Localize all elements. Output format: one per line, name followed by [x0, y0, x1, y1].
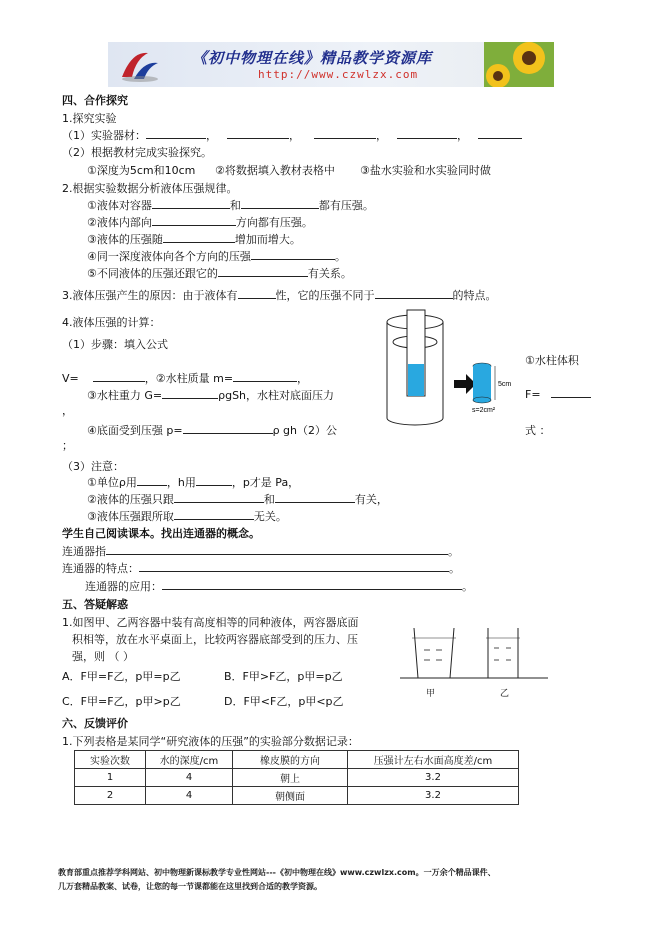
blank[interactable]: [174, 509, 254, 520]
table-cell: 1: [75, 769, 146, 787]
text: 有关，: [354, 493, 388, 506]
text: ρgSh，水柱对底面压力: [218, 389, 335, 402]
question-text: 1.如图甲、乙两容器中装有高度相等的同种液体，两容器底面: [62, 616, 359, 629]
step-3: ③盐水实验和水实验同时做: [360, 164, 491, 177]
text: 连通器指: [62, 545, 106, 558]
text: ρ gh（2）公: [272, 424, 337, 437]
blank[interactable]: [196, 475, 232, 486]
text: 。: [334, 250, 346, 263]
option-d[interactable]: D．F甲<F乙，p甲<p乙: [224, 695, 344, 708]
text: 和: [229, 199, 241, 212]
text: F=: [525, 388, 541, 401]
blank[interactable]: [397, 128, 457, 139]
blank[interactable]: [478, 128, 522, 139]
question-text: 1.下列表格是某同学“研究液体的压强”的实验部分数据记录：: [62, 735, 359, 748]
text: 3.液体压强产生的原因：由于液体有: [62, 289, 238, 302]
blank[interactable]: [375, 288, 453, 299]
text: 的特点。: [452, 289, 497, 302]
column-header: 实验次数: [75, 751, 146, 769]
table-cell: 3.2: [348, 769, 519, 787]
text: ，p才是 Pa，: [231, 476, 300, 489]
text: ；: [62, 439, 73, 452]
text-line: 1.探究实验: [62, 112, 117, 125]
footer-line: 几万套精品教案、试卷，让您的每一节课都能在这里找到合适的教学资源。: [58, 882, 322, 891]
blank[interactable]: [233, 371, 297, 382]
text: 方向都有压强。: [235, 216, 313, 229]
option-a[interactable]: A．F甲=F乙，p甲=p乙: [62, 670, 181, 683]
text: 。: [462, 580, 473, 593]
blank[interactable]: [218, 266, 308, 277]
text: 性，它的压强不同于: [275, 289, 375, 302]
banner-title: 《初中物理在线》精品教学资源库: [192, 49, 433, 67]
connector-def: [62, 543, 459, 559]
note-1: [87, 474, 299, 490]
blank[interactable]: [314, 128, 376, 139]
footer-line: 教育部重点推荐学科网站、初中物理新课标教学专业性网站---《初中物理在线》www.czwlzx.com。一万余个精品课件、: [58, 868, 496, 877]
text: ①液体对容器: [87, 199, 152, 212]
table-cell: 朝上: [233, 769, 348, 787]
text: ④底面受到压强 p=: [87, 424, 183, 437]
cause-line: [62, 287, 497, 303]
connector-feature: [62, 560, 460, 576]
label-yi: 乙: [500, 689, 510, 699]
section-6-heading: 六、反馈评价: [62, 717, 128, 730]
text: ，h用: [166, 476, 196, 489]
banner-url: http://www.czwlzx.com: [258, 68, 419, 81]
text: 无关。: [253, 510, 287, 523]
sunflower-image: [484, 42, 554, 87]
label-jia: 甲: [426, 689, 436, 699]
blank[interactable]: [275, 492, 355, 503]
text: 。: [448, 545, 459, 558]
blank[interactable]: [238, 288, 276, 299]
blank[interactable]: [139, 561, 449, 572]
text-line: （3）注意：: [62, 460, 124, 473]
question-text: 积相等，放在水平桌面上，比较两容器底部受到的压力、压: [72, 633, 358, 646]
water-column-diagram: [380, 306, 520, 434]
text: 增加而增大。: [234, 233, 301, 246]
blank[interactable]: [137, 475, 167, 486]
note-2: [87, 491, 388, 507]
blank[interactable]: [152, 215, 236, 226]
blank[interactable]: [174, 492, 264, 503]
rule-1: [87, 197, 374, 213]
header-banner: [108, 42, 554, 87]
rule-4: [87, 248, 346, 264]
rule-5: [87, 265, 352, 281]
force-line: [525, 387, 591, 401]
text: ，: [297, 372, 309, 385]
text: ④同一深度液体向各个方向的压强: [87, 250, 251, 263]
blank[interactable]: [106, 544, 448, 555]
formula-line-1: [62, 370, 308, 386]
rule-3: [87, 231, 301, 247]
equipment-line: （1）实验器材： ， ， ， ，: [62, 127, 522, 143]
table-row: [75, 787, 519, 805]
formula-line-2: [87, 387, 334, 403]
text: 连通器的应用：: [85, 580, 162, 593]
table-cell: 朝侧面: [233, 787, 348, 805]
column-header: 橡皮膜的方向: [233, 751, 348, 769]
blank[interactable]: [183, 423, 273, 434]
section-4-heading: 四、合作探究: [62, 94, 128, 107]
table-cell: 2: [75, 787, 146, 805]
text: ，: [62, 404, 73, 417]
column-header: 压强计左右水面高度差/cm: [348, 751, 519, 769]
blank[interactable]: [162, 579, 462, 590]
rule-2: [87, 214, 313, 230]
formula-line-3: [87, 422, 337, 438]
table-cell: 4: [146, 787, 233, 805]
table-row: [75, 769, 519, 787]
text: ③水柱重力 G=: [87, 389, 163, 402]
site-logo: [118, 47, 162, 83]
note-3: [87, 508, 287, 524]
blank[interactable]: [152, 198, 230, 209]
text-line: （1）步骤：填入公式: [62, 338, 168, 351]
text: V=: [62, 372, 79, 385]
text: ⑤不同液体的压强还跟它的: [87, 267, 218, 280]
reading-task: 学生自己阅读课本。找出连通器的概念。: [62, 527, 260, 540]
text: ③液体的压强随: [87, 233, 163, 246]
text-line: （2）根据教材完成实验探究。: [62, 146, 212, 159]
table-cell: 3.2: [348, 787, 519, 805]
step-2: ②将数据填入教材表格中: [215, 164, 335, 177]
text: ②液体的压强只跟: [87, 493, 174, 506]
connector-use: [85, 578, 473, 594]
question-text: 强，则 （ ）: [72, 650, 134, 663]
text: 有关系。: [307, 267, 352, 280]
text: ③液体压强跟所取: [87, 510, 174, 523]
text: ，②水柱质量 m=: [144, 372, 234, 385]
text-line: 2.根据实验数据分析液体压强规律。: [62, 182, 238, 195]
containers-diagram: [400, 620, 550, 682]
blank[interactable]: [551, 387, 591, 398]
section-5-heading: 五、答疑解惑: [62, 598, 128, 611]
height-label: 5cm: [498, 381, 512, 388]
blank[interactable]: [241, 198, 319, 209]
record-table: [74, 750, 519, 805]
blank[interactable]: [251, 249, 335, 260]
page-footer: [58, 866, 618, 894]
text: 式 ：: [525, 424, 551, 437]
text: 都有压强。: [318, 199, 374, 212]
text: ①单位ρ用: [87, 476, 137, 489]
text-line: 4.液体压强的计算：: [62, 316, 161, 329]
blank[interactable]: [162, 388, 218, 399]
text-line: ①水柱体积: [525, 354, 579, 367]
text: 连通器的特点：: [62, 562, 139, 575]
step-1: ①深度为5cm和10cm: [87, 164, 196, 177]
area-label: s=2cm²: [472, 407, 496, 414]
text: ②液体内部向: [87, 216, 152, 229]
blank[interactable]: [93, 371, 145, 382]
blank[interactable]: [146, 128, 206, 139]
text: （1）实验器材：: [62, 129, 146, 142]
option-c[interactable]: C．F甲=F乙，p甲>p乙: [62, 695, 181, 708]
column-header: 水的深度/cm: [146, 751, 233, 769]
table-cell: 4: [146, 769, 233, 787]
option-b[interactable]: B．F甲>F乙，p甲=p乙: [224, 670, 343, 683]
table-header-row: [75, 751, 519, 769]
text: 。: [449, 562, 460, 575]
blank[interactable]: [163, 232, 235, 243]
blank[interactable]: [227, 128, 289, 139]
text: 和: [263, 493, 275, 506]
